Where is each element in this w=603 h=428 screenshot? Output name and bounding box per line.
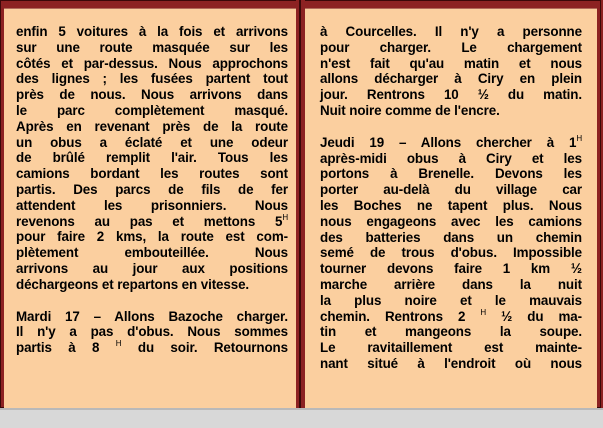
paragraph-gap	[320, 119, 582, 135]
text-line: porter au-delà du village car	[320, 182, 582, 198]
line-text: ½ du ma-	[501, 308, 583, 324]
text-line: la plus noire et le mauvais	[320, 292, 582, 308]
text-line: après-midi obus à Ciry et les	[320, 150, 582, 166]
text-line-with-sup	[16, 214, 288, 230]
text-line: Mardi 17 – Allons Bazoche charger.	[16, 308, 288, 324]
text-line: tin et mangeons la soupe.	[320, 324, 582, 340]
column-divider	[296, 0, 305, 408]
text-line-with-sup	[320, 309, 582, 325]
text-line: de brûlé remplit l'air. Tous les	[16, 150, 288, 166]
text-line: nant situé à l'endroit où nous	[320, 355, 582, 371]
text-line: pour faire 2 kms, la route est com-	[16, 229, 288, 245]
text-line: arrivons au jour aux positions	[16, 260, 288, 276]
text-line: sur une route masquée sur les	[16, 39, 288, 55]
line-text: Jeudi 19 – Allons chercher à 1	[320, 134, 577, 150]
text-line: le parc complètement masqué.	[16, 102, 288, 118]
text-line: près de nous. Nous arrivons dans	[16, 87, 288, 103]
text-line: les Boches ne tapent plus. Nous	[320, 197, 582, 213]
line-text: revenons au pas et mettons 5	[16, 213, 283, 229]
text-line: attendent les prisonniers. Nous	[16, 197, 288, 213]
left-column	[4, 8, 296, 408]
text-line: jour. Rentrons 10 ½ du matin.	[320, 87, 582, 103]
superscript: H	[115, 339, 122, 349]
text-line: des batteries dans un chemin	[320, 229, 582, 245]
text-line-with-sup	[320, 135, 582, 151]
text-line: pour charger. Le chargement	[320, 39, 582, 55]
text-line: tourner devons faire 1 km ½	[320, 261, 582, 277]
bottom-strip	[0, 408, 603, 428]
shadow-line	[0, 408, 603, 410]
right-column-text	[320, 24, 582, 372]
line-text: du soir. Retournons	[137, 340, 288, 356]
text-line: semé de trous d'obus. Impossible	[320, 245, 582, 261]
text-line: marche arrière dans la nuit	[320, 276, 582, 292]
divider-line	[299, 0, 301, 408]
text-line: côtés et par-dessus. Nous approchons	[16, 55, 288, 71]
text-line: Il n'y a pas d'obus. Nous sommes	[16, 324, 288, 340]
text-line: un obus a éclaté et une odeur	[16, 134, 288, 150]
right-column	[305, 8, 597, 408]
paragraph-gap	[16, 293, 288, 309]
text-line: déchargeons et repartons en vitesse.	[16, 276, 250, 292]
text-line: n'est fait qu'au matin et nous	[320, 55, 582, 71]
text-line: nous engageons avec les camions	[320, 213, 582, 229]
superscript: H	[282, 212, 288, 222]
text-line: des lignes ; les fusées partent tout	[16, 71, 288, 87]
text-line: Le ravitaillement est mainte-	[320, 340, 582, 356]
text-line: Nuit noire comme de l'encre.	[320, 102, 500, 118]
text-line: enfin 5 voitures à la fois et arrivons	[16, 24, 288, 39]
left-column-text	[16, 24, 288, 356]
superscript: H	[576, 133, 582, 143]
text-line: allons décharger à Ciry en plein	[320, 71, 582, 87]
text-line: Après en revenant près de la route	[16, 118, 288, 134]
text-line: partis. Des parcs de fils de fer	[16, 181, 288, 197]
text-line: plètement embouteillée. Nous	[16, 245, 288, 261]
superscript: H	[480, 307, 487, 317]
line-text: partis à 8	[16, 340, 100, 356]
line-text: chemin. Rentrons 2	[320, 308, 466, 324]
text-line: camions bordant les routes sont	[16, 166, 288, 182]
text-line: portons à Brenelle. Devons les	[320, 166, 582, 182]
text-line: à Courcelles. Il n'y a personne	[320, 24, 582, 39]
text-line-with-sup	[16, 340, 288, 356]
